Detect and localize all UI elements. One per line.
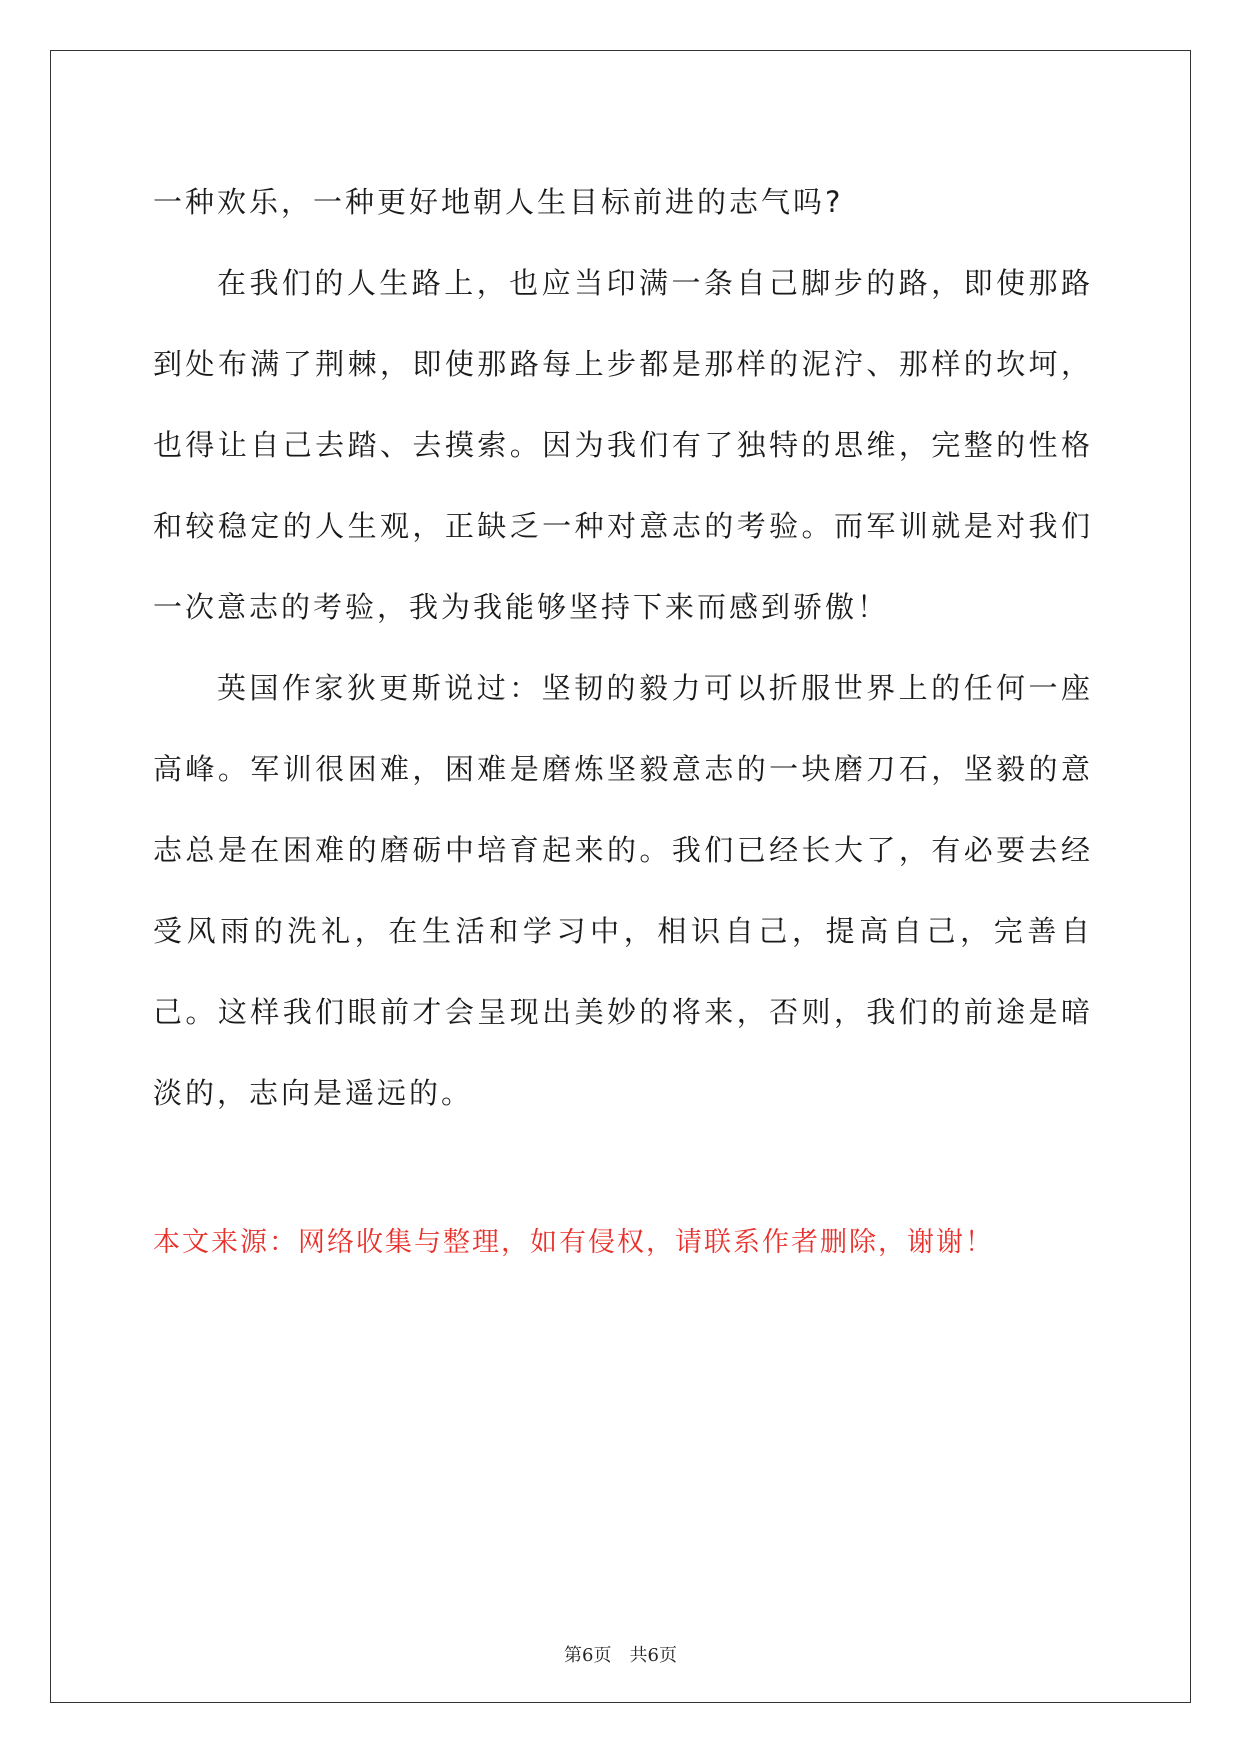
paragraph-3: 英国作家狄更斯说过：坚韧的毅力可以折服世界上的任何一座高峰。军训很困难，困难是磨炼坚毅意志的一块磨刀石，坚毅的意志总是在困难的磨砺中培育起来的。我们已经长大了，有必要去经受风雨的洗礼，在生活和学习中，相识自己，提高自己，完善自己。这样我们眼前才会呈现出美妙的将来，否则，我们的前途是暗淡的，志向是遥远的。 bbox=[153, 671, 1093, 1110]
document-body bbox=[153, 162, 1093, 1134]
source-disclaimer: 本文来源：网络收集与整理，如有侵权，请联系作者删除，谢谢！ bbox=[153, 1227, 994, 1258]
page-footer bbox=[0, 1641, 1241, 1667]
paragraph-1: 一种欢乐，一种更好地朝人生目标前进的志气吗? bbox=[153, 185, 844, 219]
paragraph-2: 在我们的人生路上，也应当印满一条自己脚步的路，即使那路到处布满了荆棘，即使那路每上步都是那样的泥泞、那样的坎坷，也得让自己去踏、去摸索。因为我们有了独特的思维，完整的性格和较稳定的人生观，正缺乏一种对意志的考验。而军训就是对我们一次意志的考验，我为我能够坚持下来而感到骄傲！ bbox=[153, 266, 1093, 624]
current-page-number: 第6页 bbox=[564, 1645, 612, 1666]
total-page-count: 共6页 bbox=[629, 1645, 677, 1666]
